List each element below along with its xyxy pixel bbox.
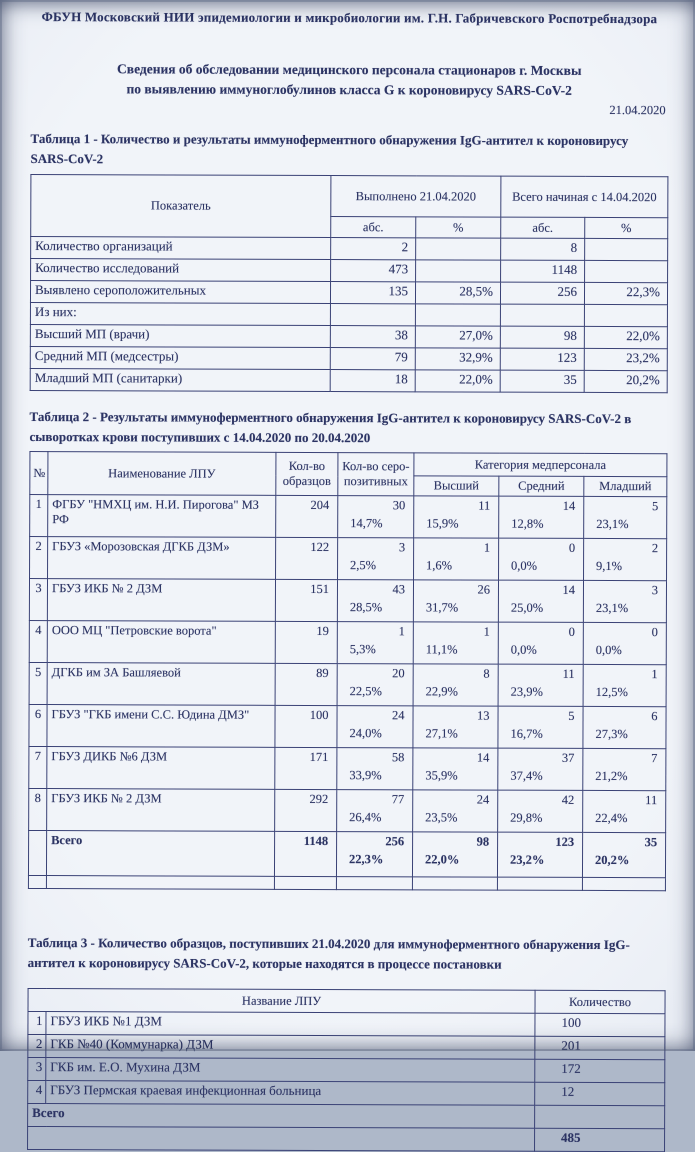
high-abs: 1 [483,540,491,555]
seropositive-abs: 77 [391,792,405,807]
indicator-cell: Выявлено сероположительных [30,281,330,304]
samples-cell [275,705,337,747]
low-category-cell [583,707,666,749]
pct-total-cell [585,239,668,261]
samples-cell [275,663,337,705]
row-number-cell: 3 [29,579,47,621]
high-abs: 1 [483,624,490,639]
mid-category-cell [498,664,583,706]
samples-value: 151 [310,582,330,597]
samples-value: 204 [310,498,330,513]
table2-caption: Таблица 2 - Результаты иммуноферментного обнаружения IgG-антител к короновирусу SARS-CoV-2 в сыворотках крови поступивших с 14.04.2020 по 20.04.2020 [29,409,632,445]
table1-header-group-done: Выполнено 21.04.2020 [331,176,501,218]
mid-abs: 42 [561,792,575,808]
samples-value: 122 [310,540,330,555]
table1-header-abs-2: абс. [501,217,585,238]
high-pct: 27,1% [425,726,458,741]
seropositive-pct: 33,9% [349,768,382,783]
lpu-name-cell: ООО МЦ "Петровские ворота" [47,621,275,664]
row-number-cell: 7 [29,747,47,789]
table2-header-low: Младший [584,477,667,497]
table3-row [28,1058,665,1083]
table3 [27,988,666,1152]
high-pct: 22,0% [425,852,460,867]
table1-caption: Таблица 1 - Количество и результаты иммуноферментного обнаружения IgG-антител к короновирусу SARS-CoV-2 [30,131,629,166]
high-pct: 22,9% [425,684,458,699]
seropositive-cell [337,664,413,706]
table1-body [30,237,668,393]
table1-row [30,347,667,371]
seropositive-abs: 20 [392,666,405,681]
row-number-cell: 2 [30,537,48,579]
low-category-cell [583,623,666,665]
mid-abs: 14 [562,498,576,514]
table1-row [30,325,667,349]
lpu-name-cell: ГКБ им. Е.О. Мухина ДЗМ [46,1058,535,1083]
abs-done-cell: 79 [330,348,415,370]
seropositive-cell [337,706,413,748]
table3-row [28,1012,665,1037]
pct-done-cell: 28,5% [415,282,500,304]
mid-category-cell [498,622,583,664]
row-number-cell [28,831,46,876]
table3-header-name: Название ЛПУ [28,989,535,1014]
seropositive-cell [337,580,413,622]
low-abs: 2 [651,541,659,556]
table1-header [31,175,668,239]
high-pct: 31,7% [425,600,459,615]
table3-total-value-row [28,1127,665,1152]
pct-total-cell [584,305,667,327]
abs-done-cell: 38 [330,326,415,348]
table2-row [29,621,666,665]
table2-footer [28,831,665,891]
mid-category-cell [499,496,584,538]
table1-row [30,369,667,393]
low-category-cell [583,791,666,833]
seropositive-abs: 3 [398,540,406,555]
empty-cell [582,878,665,891]
high-abs: 14 [476,750,490,765]
low-category-cell [583,665,666,707]
low-abs: 0 [651,625,658,640]
mid-abs: 11 [562,666,575,682]
abs-done-cell: 135 [330,282,415,304]
seropositive-cell [337,748,413,790]
mid-abs: 5 [568,709,575,724]
table2-row [29,705,666,749]
empty-cell [336,877,412,890]
low-pct: 23,1% [595,601,629,616]
table2-total-row [28,831,665,878]
table3-footer [28,1104,665,1152]
count-cell: 172 [535,1059,665,1082]
lpu-name-cell: ГБУЗ Пермская краевая инфекционная больница [46,1081,535,1106]
seropositive-abs: 30 [392,498,406,513]
mid-category-cell [498,706,583,748]
table3-row [28,1035,665,1060]
count-cell: 100 [535,1013,665,1036]
low-abs: 3 [651,583,658,598]
lpu-name-cell: ГБУЗ ИКБ № 2 ДЗМ [47,789,275,832]
pct-done-cell: 22,0% [415,370,500,392]
mid-category-cell [497,832,582,877]
seropositive-pct: 26,4% [349,810,382,825]
samples-value: 100 [309,708,329,723]
low-pct: 23,1% [596,517,629,532]
high-category-cell [413,622,498,664]
row-number-cell: 4 [29,621,47,663]
low-abs: 7 [651,751,658,766]
row-number-cell: 6 [29,705,47,747]
count-cell: 201 [535,1036,665,1059]
samples-cell [275,747,337,789]
seropositive-abs: 58 [391,750,405,765]
table3-row [28,1081,665,1106]
high-category-cell [413,580,498,622]
pct-total-cell [585,261,668,283]
mid-pct: 23,2% [510,852,545,867]
seropositive-cell [338,538,414,580]
samples-cell [276,495,338,537]
org-header: ФБУН Московский НИИ эпидемиологии и микробиологии им. Г.Н. Габричевского Роспотребнадзора [41,9,658,27]
table3-total-row [28,1104,665,1129]
mid-abs: 0 [568,625,575,640]
high-category-cell [414,496,499,538]
seropositive-pct: 5,3% [349,642,376,657]
count-cell [535,1105,665,1128]
pct-done-cell: 27,0% [415,326,500,348]
table1-header-pct-1: % [416,217,501,238]
pct-done-cell [416,260,501,282]
total-label-cell: Всего [46,831,274,877]
table1-header-abs-1: абс. [331,217,416,238]
samples-value: 292 [309,792,329,807]
indicator-cell: Из них: [30,303,330,326]
mid-pct: 12,8% [511,516,544,531]
mid-pct: 37,4% [510,768,543,783]
abs-done-cell: 2 [331,238,416,260]
high-pct: 35,9% [425,768,458,783]
pct-done-cell [416,238,501,260]
total-count-cell: 485 [535,1128,665,1151]
high-category-cell [414,538,499,580]
low-category-cell [584,539,667,581]
abs-done-cell [330,304,415,326]
abs-total-cell: 35 [500,370,584,392]
mid-pct: 16,7% [510,726,543,741]
pct-total-cell: 22,0% [584,327,667,349]
low-pct: 20,2% [595,853,630,868]
indicator-cell: Количество исследований [31,259,331,282]
high-pct: 15,9% [426,516,459,531]
row-number-cell: 5 [29,663,47,705]
indicator-cell: Средний МП (медсестры) [30,347,330,370]
empty-cell [28,876,46,889]
indicator-cell: Высший МП (врачи) [30,325,330,348]
lpu-name-cell: ГБУЗ ИКБ № 2 ДЗМ [47,579,275,622]
low-abs: 35 [644,835,658,850]
table2-row [29,579,666,623]
document [27,9,668,1152]
lpu-name-cell: ГБУЗ ДИКБ №6 ДЗМ [47,747,275,790]
indicator-cell: Младший МП (санитарки) [30,369,330,392]
pct-total-cell: 23,2% [584,349,667,371]
seropositive-pct: 22,5% [349,684,382,699]
pct-done-cell [415,304,500,326]
empty-cell [497,877,582,890]
total-label-cell: Всего [28,1104,535,1129]
seropositive-abs: 43 [392,582,406,597]
high-pct: 23,5% [425,810,458,825]
pct-done-cell: 32,9% [415,348,500,370]
mid-category-cell [498,748,583,790]
high-pct: 11,1% [425,642,458,657]
low-abs: 11 [645,793,658,808]
mid-pct: 29,8% [510,810,543,825]
table3-header-count: Количество [535,990,665,1013]
abs-total-cell: 98 [500,326,584,348]
table2-header-high: Высший [414,476,499,496]
table1-header-indicator: Показатель [31,175,331,238]
high-abs: 24 [476,792,490,807]
high-category-cell [413,748,498,790]
low-category-cell [582,833,665,878]
samples-value: 171 [309,750,329,765]
table2-row [29,789,666,833]
seropositive-pct: 14,7% [350,516,383,531]
abs-done-cell: 18 [330,370,415,392]
document-date: 21.04.2020 [609,103,666,118]
lpu-name-cell: ГКБ №40 (Коммунарка) ДЗМ [46,1035,535,1060]
table1-row [30,281,667,305]
empty-cell [274,876,336,889]
abs-total-cell: 123 [500,348,584,370]
abs-total-cell: 1148 [501,260,585,282]
low-pct: 22,4% [595,811,628,826]
pct-total-cell: 22,3% [584,283,667,305]
mid-pct: 23,9% [510,684,543,699]
samples-cell [274,831,336,876]
table2 [28,451,668,891]
table1-row [30,303,667,327]
row-number-cell: 3 [28,1058,46,1081]
high-category-cell [412,832,497,877]
high-abs: 26 [477,582,491,597]
samples-value: 19 [316,624,329,639]
mid-category-cell [498,580,583,622]
low-category-cell [583,749,666,791]
seropositive-cell [337,790,413,832]
lpu-name-cell: ГБУЗ «Морозовская ДГКБ ДЗМ» [48,537,276,580]
table1-header-pct-2: % [585,218,668,239]
samples-cell [275,579,337,621]
lpu-name-cell: ДГКБ им ЗА Башляевой [47,663,275,706]
table1-row [31,259,668,283]
seropositive-cell [337,622,413,664]
low-abs: 6 [651,709,658,724]
abs-total-cell [500,304,584,326]
seropositive-pct: 28,5% [349,600,383,615]
table2-header-category: Категория медперсонала [414,453,667,477]
samples-cell [275,621,337,663]
seropositive-abs: 24 [392,708,405,723]
table2-header [30,452,667,497]
table1-row [31,237,668,261]
mid-abs: 123 [555,834,575,850]
mid-category-cell [498,790,583,832]
seropositive-abs: 256 [385,834,405,849]
low-category-cell [584,497,667,539]
high-category-cell [413,664,498,706]
table2-row [29,747,666,791]
row-number-cell: 1 [30,495,48,537]
table2-header-num: № [30,452,48,495]
table2-body [29,495,667,833]
pct-total-cell: 20,2% [584,371,667,393]
table2-row [29,663,666,707]
table2-header-name: Наименование ЛПУ [48,452,276,496]
empty-cell [28,1127,535,1152]
table1 [30,174,669,393]
mid-abs: 0 [568,541,576,556]
empty-cell [46,876,274,890]
low-category-cell [583,581,666,623]
seropositive-pct: 24,0% [349,726,382,741]
table2-header-samples: Кол-во образцов [276,452,338,495]
low-abs: 1 [651,667,658,682]
mid-category-cell [499,538,584,580]
table2-header-mid: Средний [499,476,584,496]
high-abs: 13 [477,708,490,723]
seropositive-cell [336,832,412,877]
row-number-cell: 1 [28,1012,46,1035]
mid-pct: 25,0% [510,600,544,615]
high-abs: 8 [483,666,490,681]
document-title-line1: Сведения об обследовании медицинского персонала стационаров г. Москвы [117,61,582,78]
table2-spacer-row [28,876,665,891]
indicator-cell: Количество организаций [31,237,331,260]
seropositive-pct: 2,5% [350,558,377,573]
high-category-cell [413,790,498,832]
lpu-name-cell: ГБУЗ "ГКБ имени С.С. Юдина ДМЗ" [47,705,275,748]
mid-pct: 0,0% [510,642,537,657]
document-title-line2: по выявлению иммуноглобулинов класса G к короновирусу SARS-CoV-2 [126,80,572,98]
row-number-cell: 8 [29,789,47,831]
high-category-cell [413,706,498,748]
empty-cell [412,877,497,890]
seropositive-abs: 1 [398,624,405,639]
document-title [31,59,668,100]
high-pct: 1,6% [426,558,453,573]
abs-total-cell: 8 [501,238,585,260]
samples-cell [276,537,338,579]
abs-total-cell: 256 [500,282,584,304]
seropositive-cell [338,496,414,538]
table2-row [30,495,667,539]
low-pct: 9,1% [596,559,623,574]
lpu-name-cell: ФГБУ "НМХЦ им. Н.И. Пирогова" МЗ РФ [48,495,276,538]
mid-abs: 14 [562,582,575,598]
row-number-cell: 2 [28,1035,46,1058]
table2-header-seropositive: Кол-во серо-позитивных [338,453,414,496]
mid-pct: 0,0% [511,558,538,573]
low-pct: 21,2% [595,769,628,784]
table3-header [28,989,665,1014]
low-pct: 12,5% [595,685,628,700]
lpu-name-cell: ГБУЗ ИКБ №1 ДЗМ [46,1012,535,1037]
low-abs: 5 [651,499,659,514]
abs-done-cell: 473 [331,260,416,282]
table1-header-group-total: Всего начиная с 14.04.2020 [501,176,668,218]
table3-body [28,1012,665,1106]
low-pct: 0,0% [595,643,622,658]
samples-cell [275,789,337,831]
mid-abs: 37 [561,750,575,766]
low-pct: 27,3% [595,727,628,742]
high-abs: 98 [476,834,490,849]
table3-caption: Таблица 3 - Количество образцов, поступивших 21.04.2020 для иммуноферментного обнаружения IgG-антител к короновирусу SARS-CoV-2, которые находятся в процессе постановки [27,935,630,972]
row-number-cell: 4 [28,1081,46,1104]
table2-row [30,537,667,581]
samples-value: 89 [316,666,329,681]
high-abs: 11 [478,498,491,513]
seropositive-pct: 22,3% [349,852,384,867]
count-cell: 12 [535,1082,665,1105]
samples-value: 1148 [303,834,329,849]
